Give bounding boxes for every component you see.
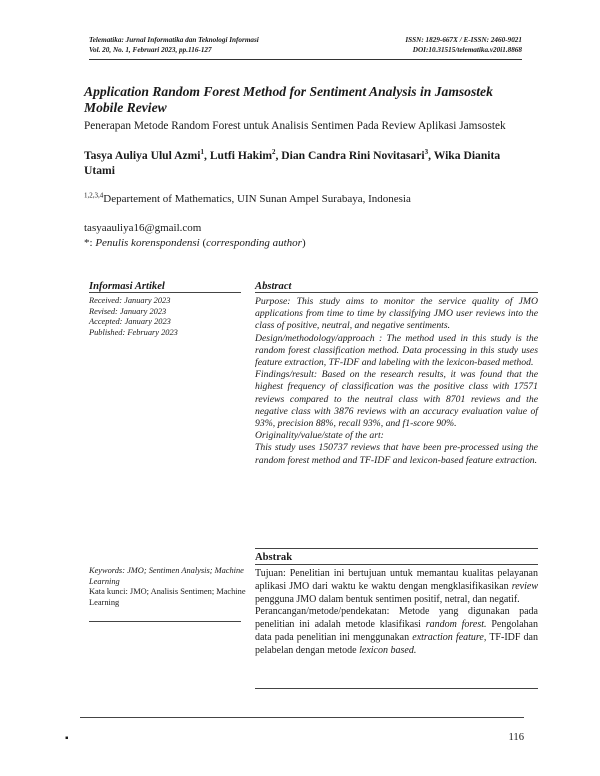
page-number: 116	[508, 732, 524, 743]
abstract-heading: Abstract	[255, 281, 292, 292]
affiliation-text: Departement of Mathematics, UIN Sunan Ampel Surabaya, Indonesia	[103, 193, 411, 205]
abstract-design: Design/methodology/approach : The method used in this study is the random forest classification method. Data processing in this study uses feature extraction, TF-IDF and labeling with the lexicon-based method.	[255, 332, 538, 369]
journal-identifiers	[405, 35, 522, 55]
abstrak-heading: Abstrak	[255, 552, 293, 563]
author-name: Lutfi Hakim	[209, 149, 272, 162]
author-name: Tasya Auliya Ulul Azmi	[84, 149, 201, 162]
abstract-originality-label: Originality/value/state of the art:	[255, 430, 384, 442]
abstrak-tujuan: Tujuan: Penelitian ini bertujuan untuk memantau kualitas pelayanan aplikasi JMO dari waktu ke waktu dengan mengklasifikasikan review pengguna JMO dalam bentuk sentimen positif, netral, dan negatif.	[255, 568, 538, 605]
journal-volume: Vol. 20, No. 1, Februari 2023, pp.116-127	[89, 46, 212, 54]
author-sup: 1	[200, 148, 205, 157]
author-sup: 3	[424, 148, 429, 157]
article-dates	[89, 296, 178, 338]
doi[interactable]: DOI:10.31515/telematika.v20i1.8868	[412, 46, 522, 54]
issn: ISSN: 1829-667X / E-ISSN: 2460-9021	[405, 36, 522, 44]
author-name: Dian Candra Rini Novitasari	[281, 149, 425, 162]
abstract-divider-top	[255, 292, 538, 293]
author-sup: 2	[271, 148, 276, 157]
author-name: Wika Dianita Utami	[84, 149, 501, 177]
abstract-purpose: Purpose: This study aims to monitor the service quality of JMO applications from time to time by classifying JMO user reviews into the class of positive, neutral, and negative sentiments.	[255, 296, 538, 332]
article-info-divider	[89, 292, 241, 293]
header-divider	[89, 59, 522, 60]
author-list: Tasya Auliya Ulul Azmi$^1$, Lutfi Hakim$^2$, Dian Candra Rini Novitasari$^3$, Wika Dianita Utami	[84, 148, 501, 177]
paper-title: Application Random Forest Method for Sentiment Analysis in Jamsostek Mobile Review	[84, 84, 493, 115]
keywords-divider	[89, 621, 241, 622]
abstrak-divider-top	[255, 564, 538, 565]
article-info-heading: Informasi Artikel	[89, 281, 165, 292]
abstract-en	[255, 296, 538, 467]
journal-header	[89, 35, 259, 55]
author-email[interactable]: tasyaauliya16@gmail.com	[84, 222, 202, 234]
footer-divider	[80, 717, 524, 718]
keywords-en: Keywords: JMO; Sentimen Analysis; Machine Learning	[89, 566, 244, 586]
keywords	[89, 566, 249, 608]
affiliation-sup: 1,2,3,4	[84, 191, 104, 200]
abstract-originality: This study uses 150737 reviews that have been pre-processed using the random forest method and TF-IDF and lexicon-based feature extraction.	[255, 442, 538, 466]
abstract-divider-bottom	[255, 548, 538, 549]
abstract-id	[255, 568, 538, 658]
paper-subtitle: Penerapan Metode Random Forest untuk Analisis Sentimen Pada Review Aplikasi Jamsostek	[84, 120, 506, 132]
abstrak-metode: Perancangan/metode/pendekatan: Metode yang digunakan pada penelitian ini adalah metode klasifikasi random forest. Pengolahan data pada penelitian ini menggunakan extraction feature, TF-IDF dan pelabelan dengan metode lexicon based.	[255, 606, 538, 656]
abstrak-divider-bottom	[255, 688, 538, 689]
keywords-id: Kata kunci: JMO; Analisis Sentimen; Machine Learning	[89, 587, 246, 607]
corresponding-note: *: Penulis korenspondensi (corresponding author)	[84, 237, 306, 249]
footer-bullet: ▪	[65, 733, 69, 744]
accepted-date: Accepted: January 2023	[89, 317, 171, 327]
abstract-findings: Findings/result: Based on the research results, it was found that the highest frequency of classification was the positive class with 17571 reviews compared to the neutral class with 8701 reviews and the negative class with 3876 reviews with an accuracy evaluation value of 93%, precision 88%, recall 93%, and f1-score 90%.	[255, 369, 538, 430]
journal-name: Telematika: Jurnal Informatika dan Teknologi Informasi	[89, 36, 259, 44]
received-date: Received: January 2023	[89, 296, 171, 305]
affiliation	[84, 192, 534, 206]
published-date: Published: February 2023	[89, 327, 178, 337]
revised-date: Revised: January 2023	[89, 306, 167, 316]
